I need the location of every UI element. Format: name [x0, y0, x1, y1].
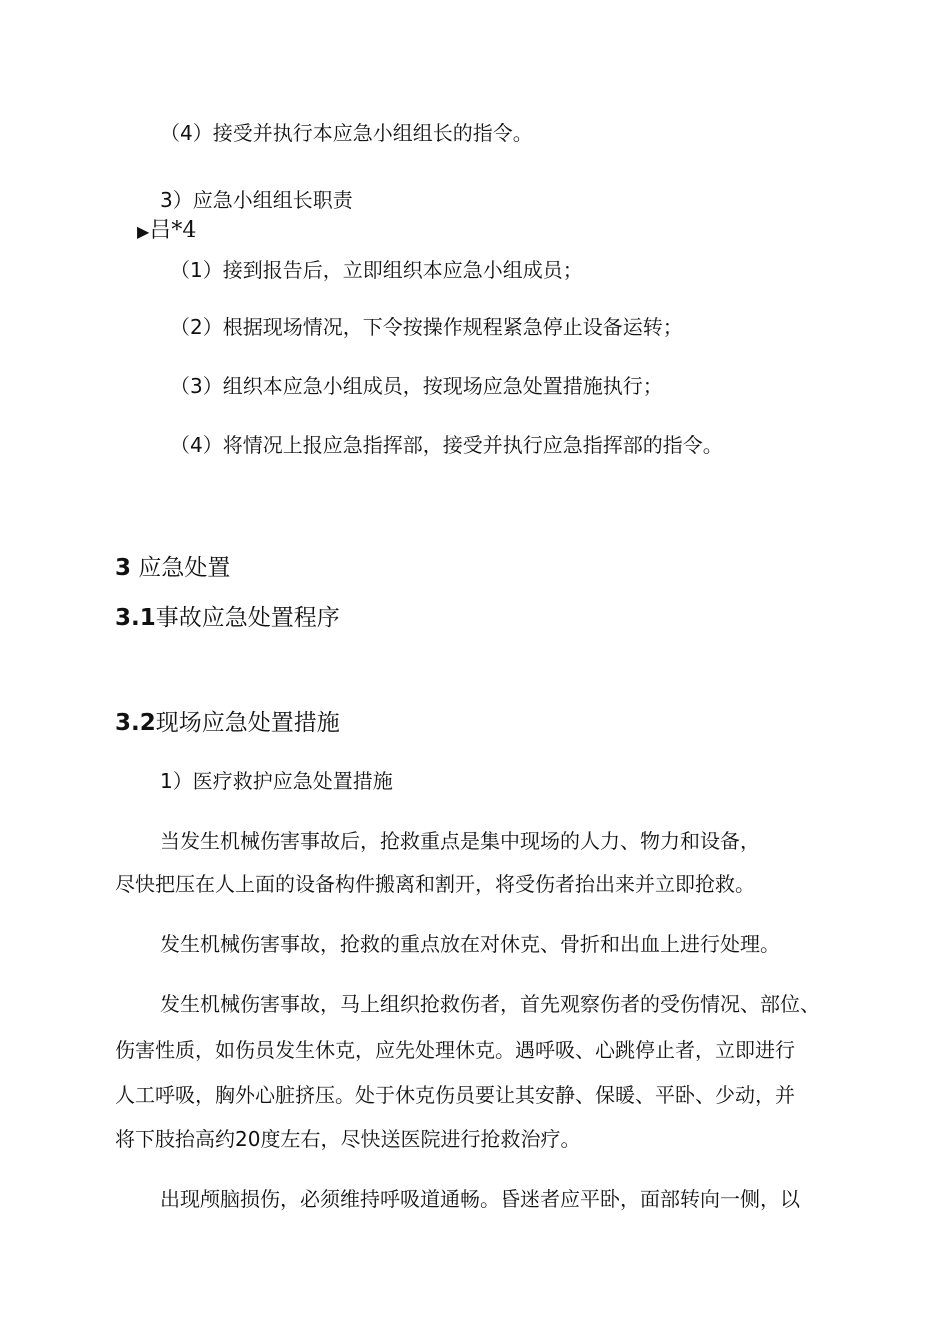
section-3-title: 应急处置	[138, 555, 231, 581]
section-3-number: 3	[115, 555, 132, 581]
leader-duty-item-3: （3）组织本应急小组成员，按现场应急处置措施执行；	[170, 374, 663, 398]
leader-duty-item-1: （1）接到报告后，立即组织本应急小组成员；	[170, 258, 583, 282]
para4-line1: 出现颅脑损伤，必须维持呼吸道通畅。昏迷者应平卧，面部转向一侧，以	[160, 1187, 800, 1211]
para1-line2: 尽快把压在人上面的设备构件搬离和割开，将受伤者抬出来并立即抢救。	[115, 872, 755, 896]
section-3-2-heading	[115, 708, 340, 738]
para3-line1: 发生机械伤害事故，马上组织抢救伤者，首先观察伤者的受伤情况、部位、	[160, 992, 820, 1016]
marker-text: 吕*4	[149, 218, 197, 243]
para2: 发生机械伤害事故，抢救的重点放在对休克、骨折和出血上进行处理。	[160, 932, 780, 956]
medical-rescue-heading: 1）医疗救护应急处置措施	[160, 769, 393, 793]
duty-item-4: （4）接受并执行本应急小组组长的指令。	[160, 121, 533, 145]
para3-line2: 伤害性质，如伤员发生休克，应先处理休克。遇呼吸、心跳停止者，立即进行	[115, 1038, 795, 1062]
section-3-1-title: 事故应急处置程序	[155, 605, 340, 631]
list-marker	[137, 218, 196, 245]
section-3-heading	[115, 553, 230, 583]
triangle-arrow-icon: ▶	[137, 222, 150, 241]
section-3-1-heading	[115, 603, 340, 633]
section-3-2-number: 3.2	[115, 710, 156, 736]
para1-line1: 当发生机械伤害事故后，抢救重点是集中现场的人力、物力和设备，	[160, 829, 760, 853]
leader-duty-item-4: （4）将情况上报应急指挥部，接受并执行应急指挥部的指令。	[170, 433, 723, 457]
para3-line4: 将下肢抬高约20度左右，尽快送医院进行抢救治疗。	[115, 1127, 581, 1151]
para3-line3: 人工呼吸，胸外心脏挤压。处于休克伤员要让其安静、保暖、平卧、少动，并	[115, 1083, 795, 1107]
section-3-2-title: 现场应急处置措施	[155, 710, 340, 736]
leader-duty-heading: 3）应急小组组长职责	[160, 188, 353, 212]
leader-duty-item-2: （2）根据现场情况，下令按操作规程紧急停止设备运转；	[170, 315, 683, 339]
section-3-1-number: 3.1	[115, 605, 156, 631]
